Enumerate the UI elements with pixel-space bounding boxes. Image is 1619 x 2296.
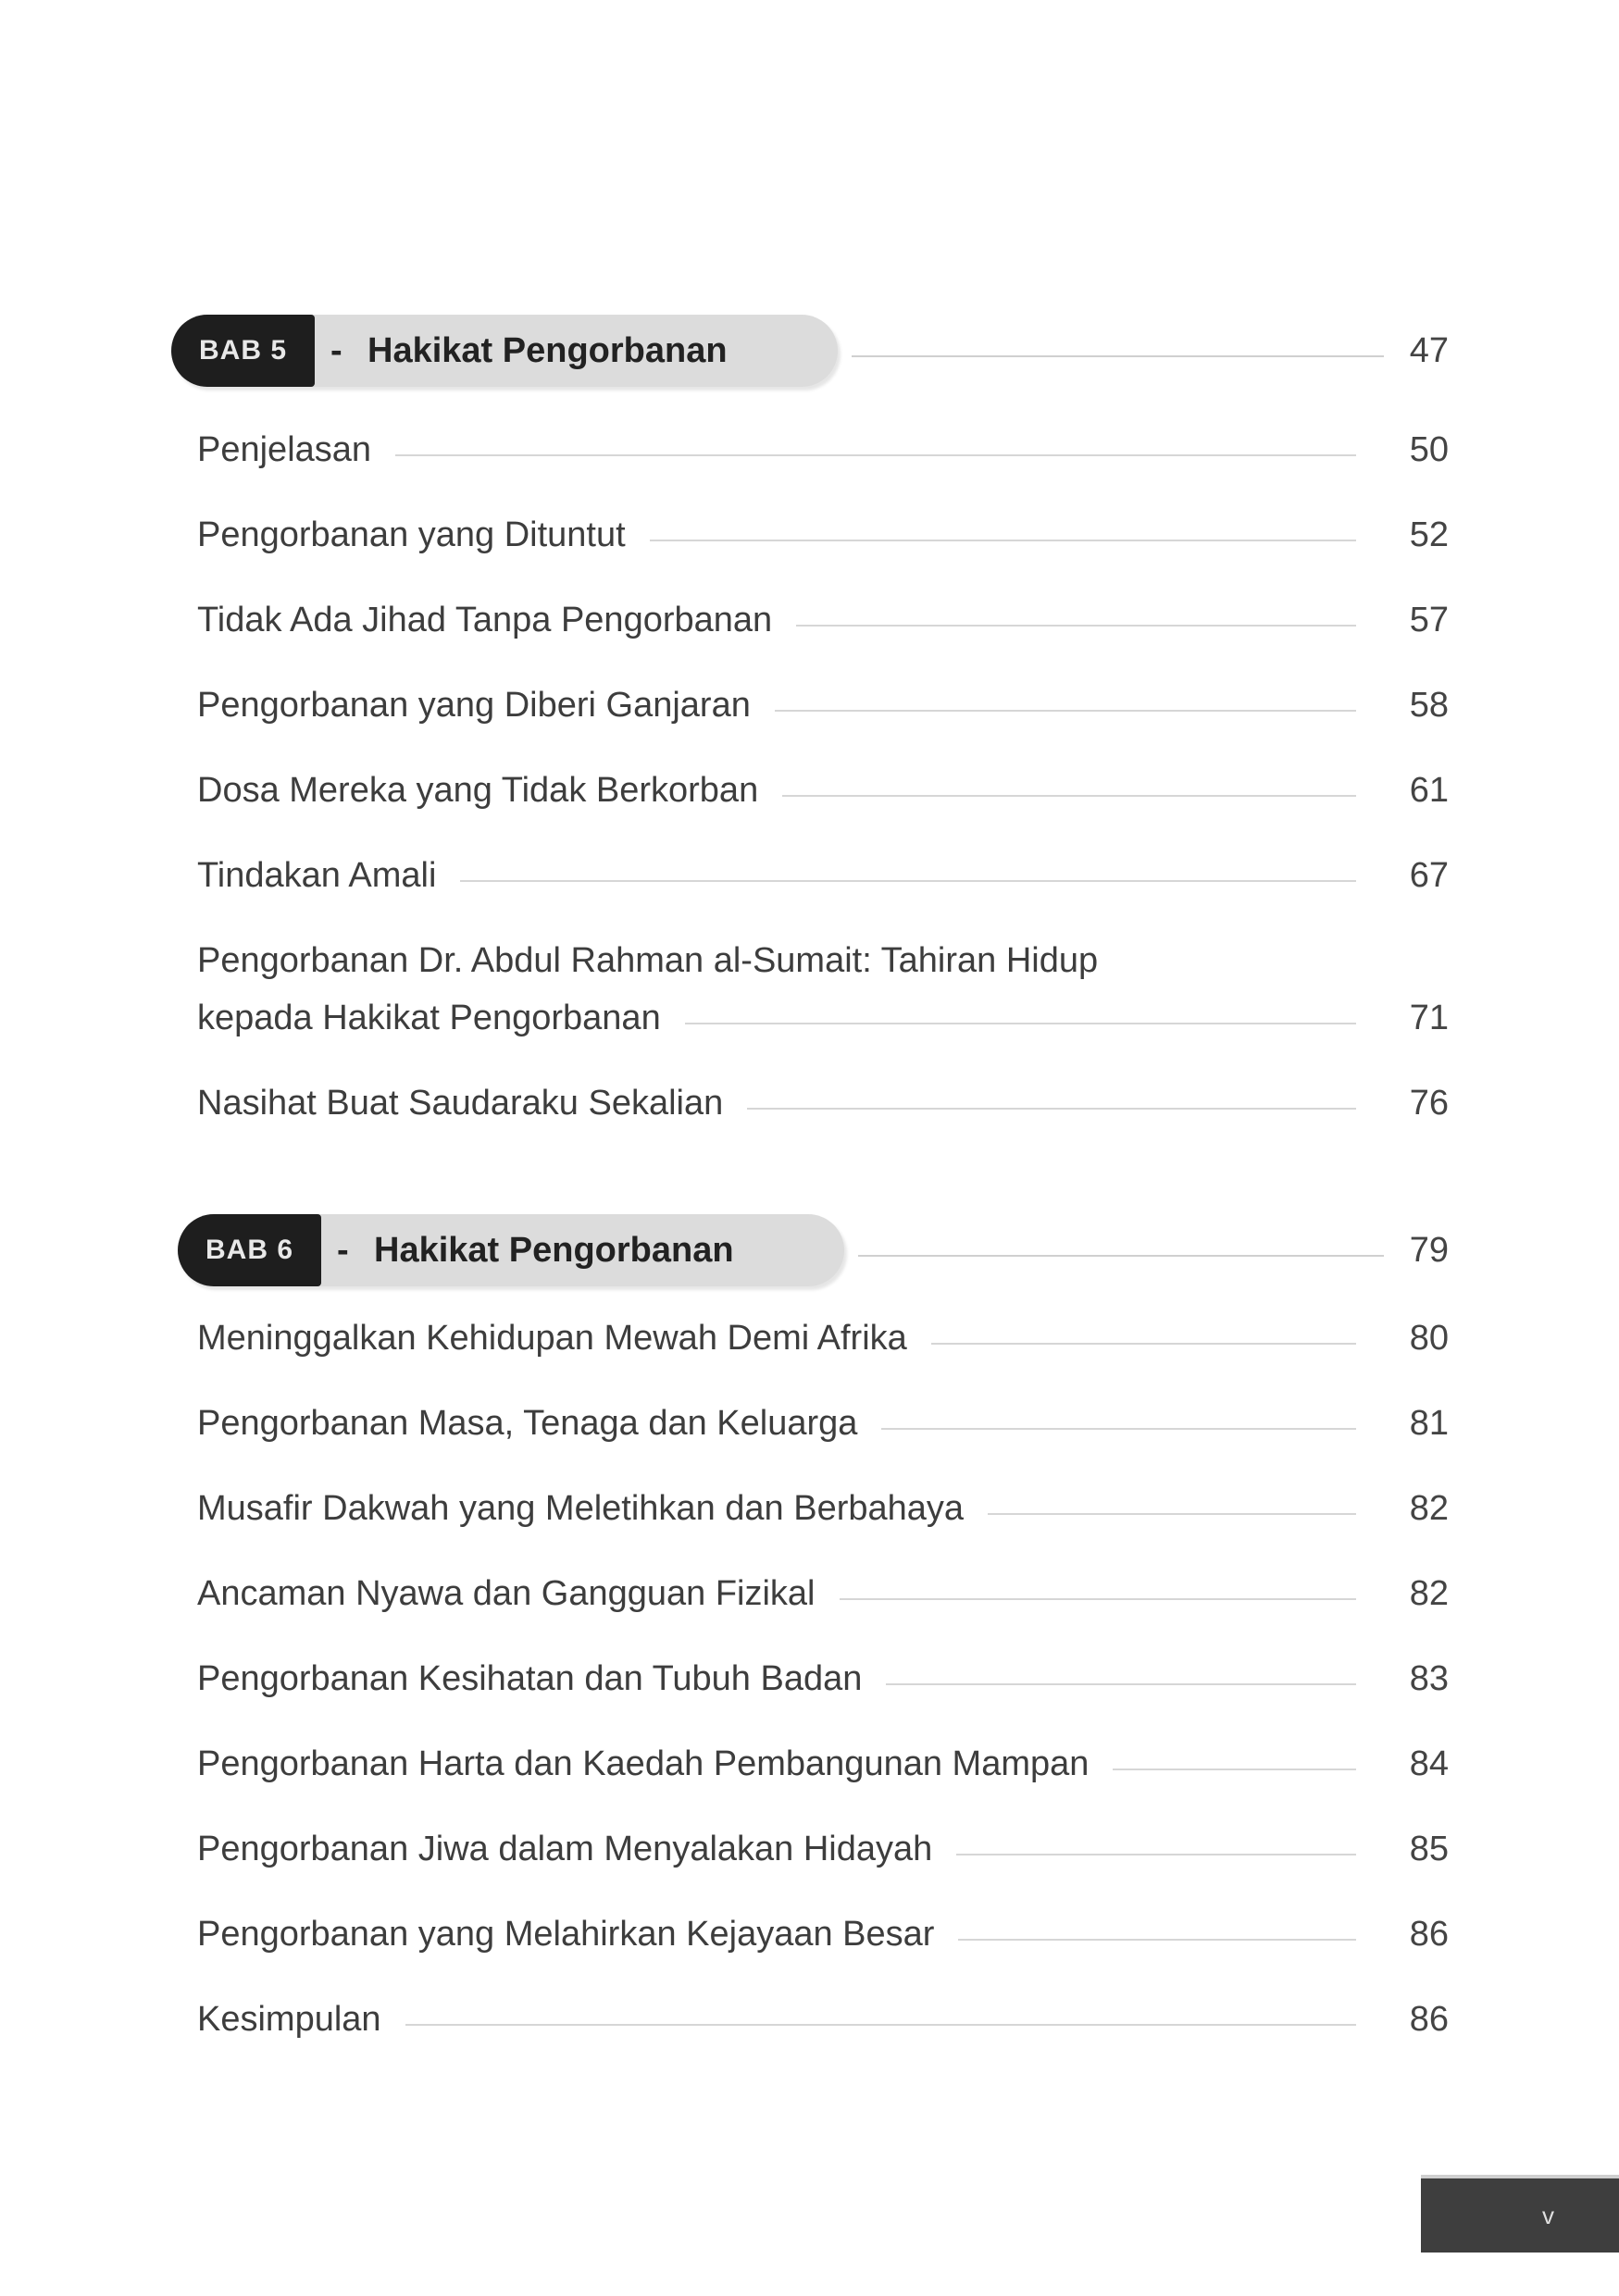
entry-page-number: 81 [1409, 1403, 1449, 1443]
entry-title: Dosa Mereka yang Tidak Berkorban [197, 770, 759, 810]
entry-title-line1[interactable]: Pengorbanan Dr. Abdul Rahman al-Sumait: Tahiran Hidup [197, 941, 1099, 980]
chapter-header-bab6 [178, 1214, 1449, 1290]
entry-page-number: 50 [1409, 429, 1449, 469]
chapter-title: Hakikat Pengorbanan [374, 1231, 734, 1270]
dot-leader [395, 454, 1356, 456]
entry-page-number: 86 [1409, 1914, 1449, 1954]
dot-leader [988, 1513, 1356, 1515]
chapter-page-number: 47 [1409, 331, 1449, 370]
entry-title: Pengorbanan Kesihatan dan Tubuh Badan [197, 1658, 863, 1698]
dot-leader [958, 1939, 1356, 1941]
footer-page-tab [1421, 2175, 1619, 2253]
entry-title: Nasihat Buat Saudaraku Sekalian [197, 1083, 724, 1123]
toc-entry[interactable] [197, 1312, 1449, 1364]
dot-leader [840, 1598, 1357, 1600]
entry-page-number: 52 [1409, 515, 1449, 554]
entry-title: Meninggalkan Kehidupan Mewah Demi Afrika [197, 1318, 907, 1358]
chapter-separator: - [330, 331, 342, 370]
toc-entry[interactable] [197, 1568, 1449, 1620]
toc-entry[interactable] [197, 850, 1449, 901]
entry-page-number: 83 [1409, 1658, 1449, 1698]
entry-title: Pengorbanan Masa, Tenaga dan Keluarga [197, 1403, 858, 1443]
entry-page-number: 86 [1409, 1999, 1449, 2039]
dot-leader [650, 540, 1356, 541]
dot-leader [775, 710, 1356, 712]
toc-entry[interactable] [197, 1823, 1449, 1875]
toc-entry[interactable] [197, 424, 1449, 476]
entry-title: Tindakan Amali [197, 855, 437, 895]
entry-page-number: 82 [1409, 1573, 1449, 1613]
entry-title: Musafir Dakwah yang Meletihkan dan Berbahaya [197, 1488, 965, 1528]
entry-title: Penjelasan [197, 429, 372, 469]
toc-entry[interactable] [197, 509, 1449, 561]
toc-entry[interactable] [197, 1653, 1449, 1705]
dot-leader [685, 1023, 1356, 1024]
chapter-badge: BAB 6 [178, 1214, 321, 1286]
entry-page-number: 80 [1409, 1318, 1449, 1358]
entry-title: kepada Hakikat Pengorbanan [197, 998, 661, 1037]
entry-page-number: 57 [1409, 600, 1449, 639]
toc-entry[interactable] [197, 1738, 1449, 1790]
dot-leader [782, 795, 1356, 797]
chapter-badge: BAB 5 [171, 315, 315, 387]
dot-leader [747, 1108, 1356, 1110]
toc-entry[interactable] [197, 1908, 1449, 1960]
dot-leader [1113, 1769, 1356, 1770]
entry-title: Pengorbanan yang Dituntut [197, 515, 626, 554]
dot-leader [852, 355, 1384, 357]
chapter-title: Hakikat Pengorbanan [367, 331, 728, 370]
entry-page-number: 85 [1409, 1829, 1449, 1868]
entry-title: Pengorbanan yang Melahirkan Kejayaan Besar [197, 1914, 935, 1954]
entry-title: Pengorbanan Harta dan Kaedah Pembangunan Mampan [197, 1744, 1090, 1783]
chapter-header-bab5 [171, 315, 1449, 391]
dot-leader [858, 1255, 1384, 1257]
toc-entry[interactable] [197, 1077, 1449, 1129]
dot-leader [460, 880, 1356, 882]
dot-leader [931, 1343, 1356, 1345]
dot-leader [881, 1428, 1356, 1430]
dot-leader [796, 625, 1356, 627]
entry-page-number: 82 [1409, 1488, 1449, 1528]
toc-entry[interactable] [197, 764, 1449, 816]
toc-entry[interactable] [197, 1993, 1449, 2045]
footer-page-number: v [1542, 2202, 1554, 2229]
entry-page-number: 58 [1409, 685, 1449, 725]
chapter-page-number: 79 [1409, 1231, 1449, 1270]
toc-entry[interactable] [197, 594, 1449, 646]
toc-entry[interactable] [197, 679, 1449, 731]
entry-page-number: 67 [1409, 855, 1449, 895]
entry-page-number: 71 [1409, 998, 1449, 1037]
entry-title: Tidak Ada Jihad Tanpa Pengorbanan [197, 600, 773, 639]
entry-title: Kesimpulan [197, 1999, 381, 2039]
entry-title: Pengorbanan yang Diberi Ganjaran [197, 685, 751, 725]
dot-leader [956, 1854, 1356, 1855]
entry-page-number: 61 [1409, 770, 1449, 810]
entry-page-number: 76 [1409, 1083, 1449, 1123]
entry-page-number: 84 [1409, 1744, 1449, 1783]
toc-entry[interactable] [197, 992, 1449, 1044]
entry-title: Ancaman Nyawa dan Gangguan Fizikal [197, 1573, 816, 1613]
dot-leader [405, 2024, 1356, 2026]
entry-title: Pengorbanan Jiwa dalam Menyalakan Hidayah [197, 1829, 933, 1868]
toc-entry[interactable] [197, 1397, 1449, 1449]
chapter-separator: - [337, 1231, 349, 1270]
dot-leader [886, 1683, 1356, 1685]
toc-entry[interactable] [197, 1483, 1449, 1534]
